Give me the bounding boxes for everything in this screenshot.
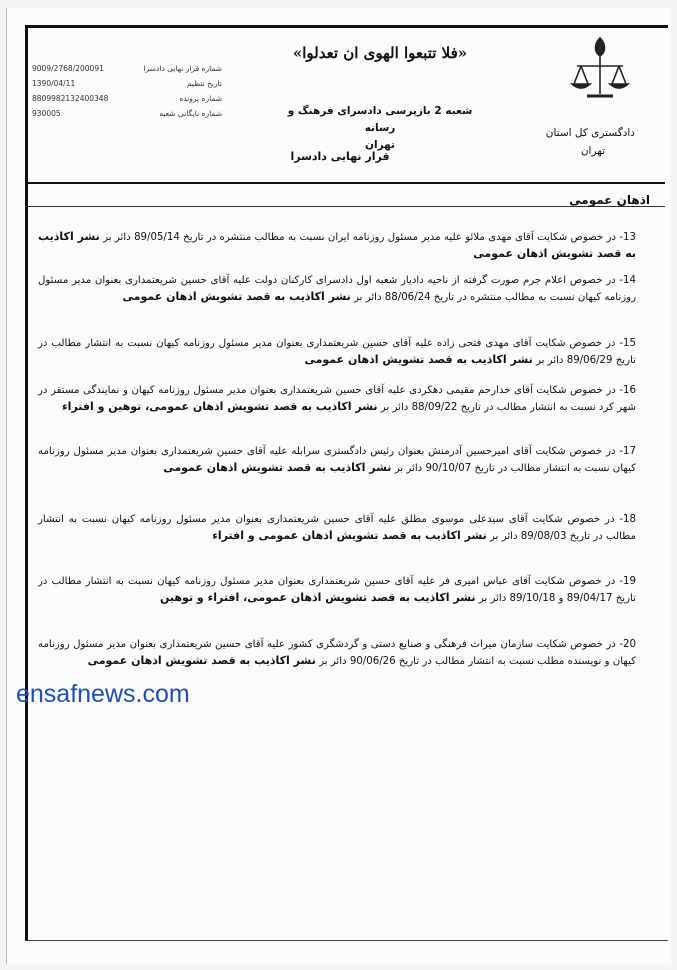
field-archive-number: 930005 شماره بایگانی شعبه (32, 109, 222, 118)
document-title: قرار نهایی دادسرا (290, 150, 390, 163)
header-rule (25, 182, 665, 184)
header-fields (32, 64, 222, 124)
judiciary-emblem-icon (565, 32, 635, 112)
paragraph-19: 19- در خصوص شکایت آقای عباس امیری فر علیه آقای حسین شریعتمداری بعنوان مدیر مسئول روزنامه کیهان نسبت به انتشار مطالب در تاریخ 89/04/17 و 89/10/18 دائر بر نشر اکاذیب به قصد تشویش اذهان عمومی، افتراء و توهین (38, 576, 636, 604)
section-title: اذهان عمومی (569, 193, 650, 207)
site-watermark: ensafnews.com (16, 680, 190, 708)
paragraph-14: 14- در خصوص اعلام جرم صورت گرفته از ناحیه دادیار شعبه اول دادسرای کارکنان دولت علیه آقای حسین شریعتمداری بعنوان مدیر مسئول روزنامه کیهان نسبت به مطالب منتشره در تاریخ 88/06/24 دائر بر نشر اکاذیب به قصد تشویش اذهان عمومی (38, 275, 636, 303)
field-decision-number: 9009/2768/200091 شماره قرار نهایی دادسرا (32, 64, 222, 73)
body-frame (25, 205, 668, 941)
field-case-number: 8809982132400348 شماره پرونده (32, 94, 222, 103)
paragraph-18: 18- در خصوص شکایت آقای سیدعلی موسوی مطلق علیه آقای حسین شریعتمداری بعنوان مدیر مسئول روزنامه کیهان نسبت به انتشار مطالب در تاریخ 89/08/03 دائر بر نشر اکاذیب به قصد تشویش اذهان عمومی و افتراء (38, 514, 636, 542)
paragraph-13: 13- در خصوص شکایت آقای مهدی ملائو علیه مدیر مسئول روزنامه ایران نسبت به مطالب منتشره در تاریخ 89/05/14 دائر بر نشر اکاذیب به قصد تشویش اذهان عمومی (38, 230, 636, 260)
paragraph-17: 17- در خصوص شکایت آقای امیرحسین آدرمنش بعنوان رئیس دادگستری سرابله علیه آقای حسین شریعتمداری بعنوان مدیر مسئول روزنامه کیهان نسبت به انتشار مطالب در تاریخ 90/10/07 دائر بر نشر اکاذیب به قصد تشویش اذهان عمومی (38, 446, 636, 474)
paragraph-16: 16- در خصوص شکایت آقای خدارحم مقیمی دهکردی علیه آقای حسین شریعتمداری بعنوان مدیر مسئول روزنامه کیهان و نمایندگی مستقر در شهر کرد نسبت به انتشار مطالب در تاریخ 88/09/22 دائر بر نشر اکاذیب به قصد تشویش اذهان عمومی، توهین و افتراء (38, 385, 636, 413)
organization-heading: دادگستری کل استان تهران (545, 127, 635, 157)
motto: «فلا تتبعوا الهوی ان تعدلوا» (292, 44, 468, 62)
paragraph-20: 20- در خصوص شکایت سازمان میراث فرهنگی و صنایع دستی و گردشگری کشور علیه آقای حسین شریعتمداری بعنوان مدیر مسئول روزنامه کیهان و نویسنده مطلب نسبت به انتشار مطالب در تاریخ 90/06/26 دائر بر نشر اکاذیب به قصد تشویش اذهان عمومی (38, 639, 636, 667)
branch-heading: شعبه 2 بازپرسی دادسرای فرهنگ و رسانه تهران (287, 105, 473, 151)
paragraph-15: 15- در خصوص شکایت آقای مهدی فتحی زاده علیه آقای حسین شریعتمداری بعنوان مدیر مسئول روزنامه کیهان نسبت به انتشار مطالب در تاریخ 89/06/29 دائر بر نشر اکاذیب به قصد تشویش اذهان عمومی (38, 338, 636, 366)
field-date: 1390/04/11 تاریخ تنظیم (32, 79, 222, 88)
